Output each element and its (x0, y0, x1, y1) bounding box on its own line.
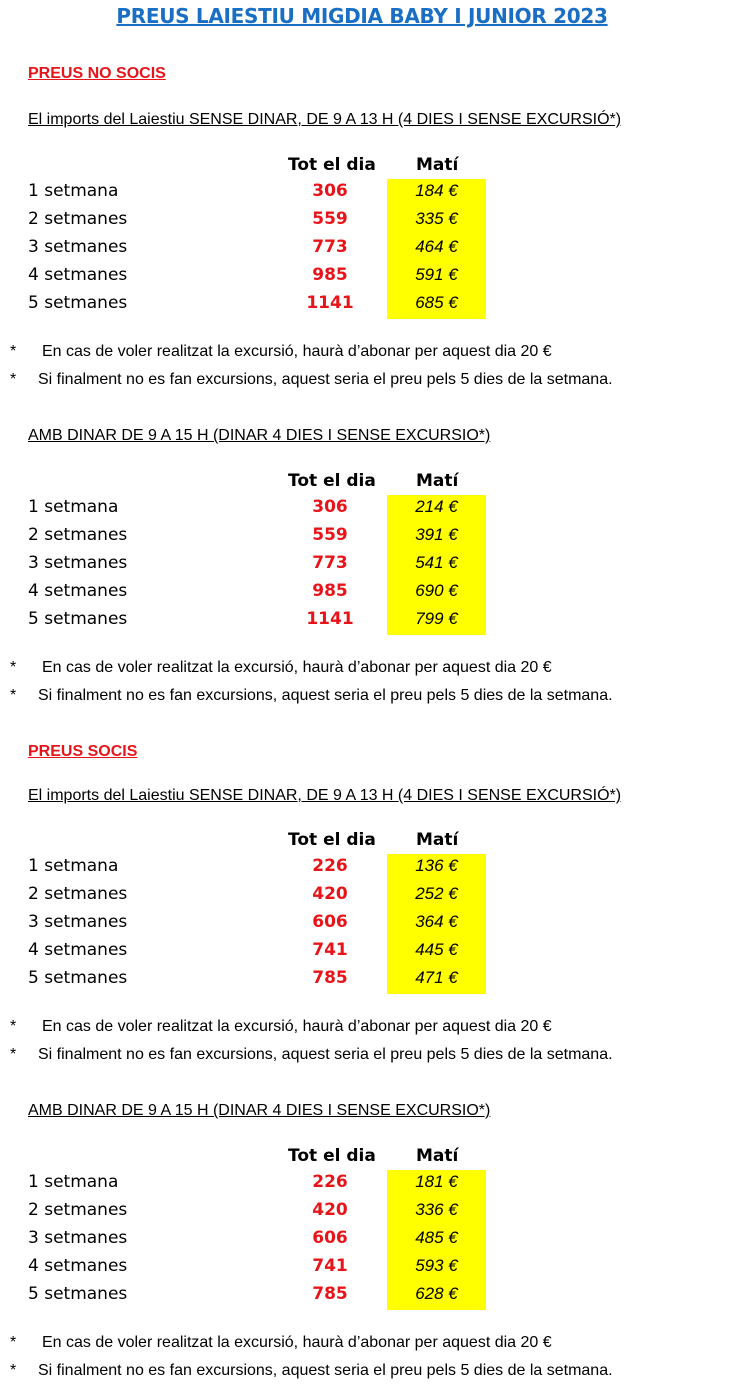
price-tot: 785 (312, 1284, 348, 1304)
section-heading-no-socis: PREUS NO SOCIS (28, 65, 166, 82)
price-tot: 606 (312, 1228, 348, 1248)
note-excursio (10, 1334, 552, 1352)
price-tot: 1141 (306, 293, 354, 313)
price-tot: 606 (312, 912, 348, 932)
price-mati: 628 € (415, 1284, 458, 1303)
week-label: 4 setmanes (28, 940, 128, 960)
table-subtitle: El imports del Laiestiu SENSE DINAR, DE 9 A 13 H (4 DIES I SENSE EXCURSIÓ*) (28, 787, 622, 804)
price-mati: 591 € (415, 265, 458, 284)
asterisk: * (10, 1334, 17, 1351)
asterisk: * (10, 343, 17, 360)
table-subtitle: El imports del Laiestiu SENSE DINAR, DE 9 A 13 H (4 DIES I SENSE EXCURSIÓ*) (28, 111, 622, 128)
table-row (0, 1198, 738, 1226)
column-header-mati: Matí (416, 155, 459, 175)
price-mati: 799 € (415, 609, 458, 628)
table-row (0, 579, 738, 607)
week-label: 4 setmanes (28, 265, 128, 285)
price-mati: 445 € (415, 940, 458, 959)
asterisk: * (10, 1362, 17, 1379)
column-header-mati: Matí (416, 471, 459, 491)
week-label: 3 setmanes (28, 1228, 128, 1248)
note-text: Si finalment no es fan excursions, aquest seria el preu pels 5 dies de la setmana. (38, 1046, 613, 1063)
table-row (0, 291, 738, 319)
price-tot: 1141 (306, 609, 354, 629)
price-tot: 741 (312, 1256, 348, 1276)
note-preu5 (10, 1046, 613, 1064)
note-text: Si finalment no es fan excursions, aquest seria el preu pels 5 dies de la setmana. (38, 371, 613, 388)
asterisk: * (10, 659, 17, 676)
price-tot: 306 (312, 497, 348, 517)
price-tot: 559 (312, 525, 348, 545)
week-label: 3 setmanes (28, 237, 128, 257)
table-row (0, 882, 738, 910)
note-text: Si finalment no es fan excursions, aquest seria el preu pels 5 dies de la setmana. (38, 1362, 613, 1379)
column-header-tot: Tot el dia (288, 1146, 376, 1166)
note-preu5 (10, 687, 613, 705)
week-label: 3 setmanes (28, 912, 128, 932)
price-tot: 306 (312, 181, 348, 201)
week-label: 1 setmana (28, 497, 119, 517)
week-label: 5 setmanes (28, 968, 128, 988)
table-row (0, 263, 738, 291)
column-header-tot: Tot el dia (288, 155, 376, 175)
week-label: 1 setmana (28, 181, 119, 201)
note-text: En cas de voler realitzat la excursió, haurà d’abonar per aquest dia 20 € (42, 1334, 552, 1351)
week-label: 4 setmanes (28, 1256, 128, 1276)
week-label: 2 setmanes (28, 1200, 128, 1220)
note-excursio (10, 1018, 552, 1036)
price-mati: 181 € (415, 1172, 458, 1191)
asterisk: * (10, 1018, 17, 1035)
asterisk: * (10, 1046, 17, 1063)
document-title: PREUS LAIESTIU MIGDIA BABY I JUNIOR 2023 (116, 4, 608, 28)
price-mati: 485 € (415, 1228, 458, 1247)
table-row (0, 179, 738, 207)
price-mati: 336 € (415, 1200, 458, 1219)
price-tot: 741 (312, 940, 348, 960)
asterisk: * (10, 371, 17, 388)
section-heading-socis: PREUS SOCIS (28, 743, 138, 760)
table-row (0, 1170, 738, 1198)
note-text: En cas de voler realitzat la excursió, haurà d’abonar per aquest dia 20 € (42, 343, 552, 360)
table-row (0, 1282, 738, 1310)
price-mati: 593 € (415, 1256, 458, 1275)
table-row (0, 495, 738, 523)
week-label: 5 setmanes (28, 293, 128, 313)
table-row (0, 207, 738, 235)
week-label: 4 setmanes (28, 581, 128, 601)
week-label: 2 setmanes (28, 209, 128, 229)
week-label: 2 setmanes (28, 525, 128, 545)
price-mati: 184 € (415, 181, 458, 200)
table-subtitle: AMB DINAR DE 9 A 15 H (DINAR 4 DIES I SENSE EXCURSIO*) (28, 427, 491, 444)
price-tot: 420 (312, 884, 348, 904)
note-excursio (10, 659, 552, 677)
table-row (0, 854, 738, 882)
week-label: 3 setmanes (28, 553, 128, 573)
price-mati: 391 € (415, 525, 458, 544)
price-tot: 559 (312, 209, 348, 229)
week-label: 1 setmana (28, 856, 119, 876)
price-mati: 685 € (415, 293, 458, 312)
table-subtitle: AMB DINAR DE 9 A 15 H (DINAR 4 DIES I SENSE EXCURSIO*) (28, 1102, 491, 1119)
price-tot: 420 (312, 1200, 348, 1220)
price-mati: 136 € (415, 856, 458, 875)
column-header-tot: Tot el dia (288, 471, 376, 491)
note-text: En cas de voler realitzat la excursió, haurà d’abonar per aquest dia 20 € (42, 1018, 552, 1035)
price-mati: 690 € (415, 581, 458, 600)
price-tot: 226 (312, 1172, 348, 1192)
price-mati: 541 € (415, 553, 458, 572)
note-text: En cas de voler realitzat la excursió, haurà d’abonar per aquest dia 20 € (42, 659, 552, 676)
price-mati: 364 € (415, 912, 458, 931)
price-tot: 773 (312, 237, 348, 257)
table-row (0, 551, 738, 579)
price-tot: 773 (312, 553, 348, 573)
note-excursio (10, 343, 552, 361)
note-preu5 (10, 371, 613, 389)
table-row (0, 523, 738, 551)
table-row (0, 966, 738, 994)
column-header-tot: Tot el dia (288, 830, 376, 850)
column-header-mati: Matí (416, 1146, 459, 1166)
note-preu5 (10, 1362, 613, 1380)
price-tot: 785 (312, 968, 348, 988)
price-tot: 226 (312, 856, 348, 876)
price-mati: 471 € (415, 968, 458, 987)
asterisk: * (10, 687, 17, 704)
column-header-mati: Matí (416, 830, 459, 850)
price-mati: 214 € (415, 497, 458, 516)
price-tot: 985 (312, 581, 348, 601)
table-row (0, 235, 738, 263)
price-mati: 335 € (415, 209, 458, 228)
price-mati: 252 € (415, 884, 458, 903)
week-label: 5 setmanes (28, 1284, 128, 1304)
price-mati: 464 € (415, 237, 458, 256)
note-text: Si finalment no es fan excursions, aquest seria el preu pels 5 dies de la setmana. (38, 687, 613, 704)
week-label: 1 setmana (28, 1172, 119, 1192)
table-row (0, 1254, 738, 1282)
week-label: 2 setmanes (28, 884, 128, 904)
week-label: 5 setmanes (28, 609, 128, 629)
table-row (0, 1226, 738, 1254)
price-tot: 985 (312, 265, 348, 285)
table-row (0, 607, 738, 635)
table-row (0, 910, 738, 938)
table-row (0, 938, 738, 966)
